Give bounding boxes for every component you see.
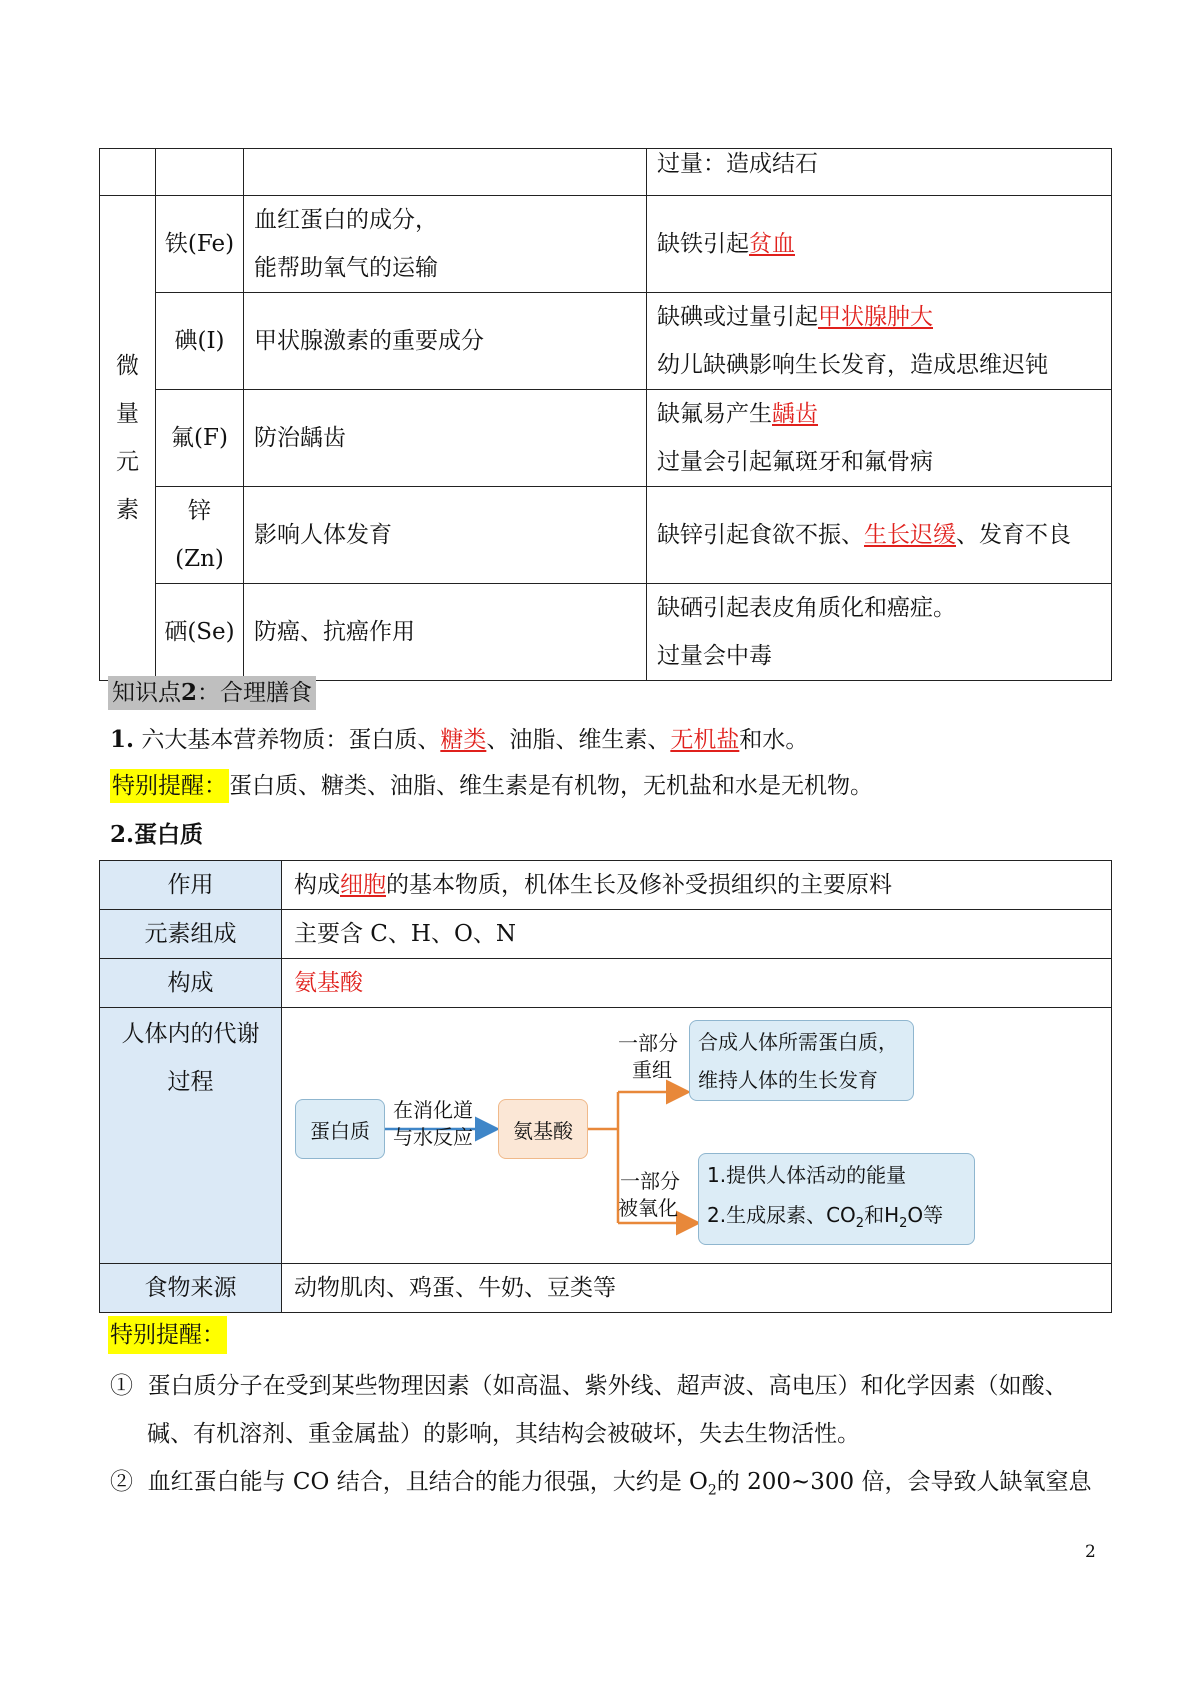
function-cell: 血红蛋白的成分， 能帮助氧气的运输 [244, 196, 647, 293]
effect-cell: 缺碘或过量引起甲状腺肿大 幼儿缺碘影响生长发育，造成思维迟钝 [647, 293, 1112, 390]
protein-subheading: 2.蛋白质 [110, 821, 204, 848]
row-value: 构成细胞的基本物质，机体生长及修补受损组织的主要原料 [282, 861, 1112, 910]
row-value: 动物肌肉、鸡蛋、牛奶、豆类等 [282, 1264, 1112, 1313]
special-note-1: 特别提醒：蛋白质、糖类、油脂、维生素是有机物，无机盐和水是无机物。 [110, 771, 873, 801]
function-cell: 影响人体发育 [244, 487, 647, 584]
result1-box: 合成人体所需蛋白质， 维持人体的生长发育 [689, 1020, 914, 1101]
result2-box: 1.提供人体活动的能量 2.生成尿素、$CO_2$和$H_2O$等 [698, 1153, 975, 1245]
amino-acid-box: 氨基酸 [498, 1099, 588, 1159]
effect-cell: 缺硒引起表皮角质化和癌症。 过量会中毒 [647, 584, 1112, 681]
effect-cell: 过量：造成结石 [647, 149, 1112, 196]
row-label: 食物来源 [100, 1264, 282, 1313]
element-name: 硒(Se) [156, 584, 244, 681]
function-cell: 甲状腺激素的重要成分 [244, 293, 647, 390]
function-cell: 防癌、抗癌作用 [244, 584, 647, 681]
note-paragraph-1: ① 蛋白质分子在受到某些物理因素（如高温、紫外线、超声波、高电压）和化学因素（如酸、 碱、有机溶剂、重金属盐）的影响，其结构会被破坏，失去生物活性。 [110, 1373, 1068, 1447]
protein-box: 蛋白质 [295, 1099, 385, 1159]
note-paragraph-2: ② 血红蛋白能与 CO 结合，且结合的能力很强，大约是 $O_2$的 200~300 倍，会导致人缺氧窒息 [110, 1469, 1092, 1499]
branch1-label: 一部分 重组 [618, 1031, 678, 1082]
effect-cell: 缺锌引起食欲不振、生长迟缓、发育不良 [647, 487, 1112, 584]
note-label: 特别提醒： [108, 1316, 227, 1354]
digest-label: 在消化道 与水反应 [393, 1098, 473, 1149]
row-label: 作用 [100, 861, 282, 910]
effect-cell: 缺铁引起贫血 [647, 196, 1112, 293]
page-number: 2 [1085, 1542, 1096, 1562]
branch2-label: 一部分 被氧化 [618, 1169, 680, 1220]
element-name: 碘(I) [156, 293, 244, 390]
note-label: 特别提醒： [110, 769, 229, 803]
effect-cell: 缺氟易产生龋齿 过量会引起氟斑牙和氟骨病 [647, 390, 1112, 487]
row-value: 主要含 C、H、O、N [282, 910, 1112, 959]
row-label: 人体内的代谢 过程 [100, 1008, 282, 1264]
element-name: 氟(F) [156, 390, 244, 487]
element-name: 锌 (Zn) [156, 487, 244, 584]
row-value: 氨基酸 [282, 959, 1112, 1008]
function-cell: 防治龋齿 [244, 390, 647, 487]
group-label: 微 量 元 素 [100, 196, 156, 681]
row-label: 元素组成 [100, 910, 282, 959]
element-name: 铁(Fe) [156, 196, 244, 293]
nutrients-line: 1. 六大基本营养物质：蛋白质、糖类、油脂、维生素、无机盐和水。 [110, 726, 809, 753]
row-label: 构成 [100, 959, 282, 1008]
section-heading: 知识点2：合理膳食 [108, 676, 316, 710]
